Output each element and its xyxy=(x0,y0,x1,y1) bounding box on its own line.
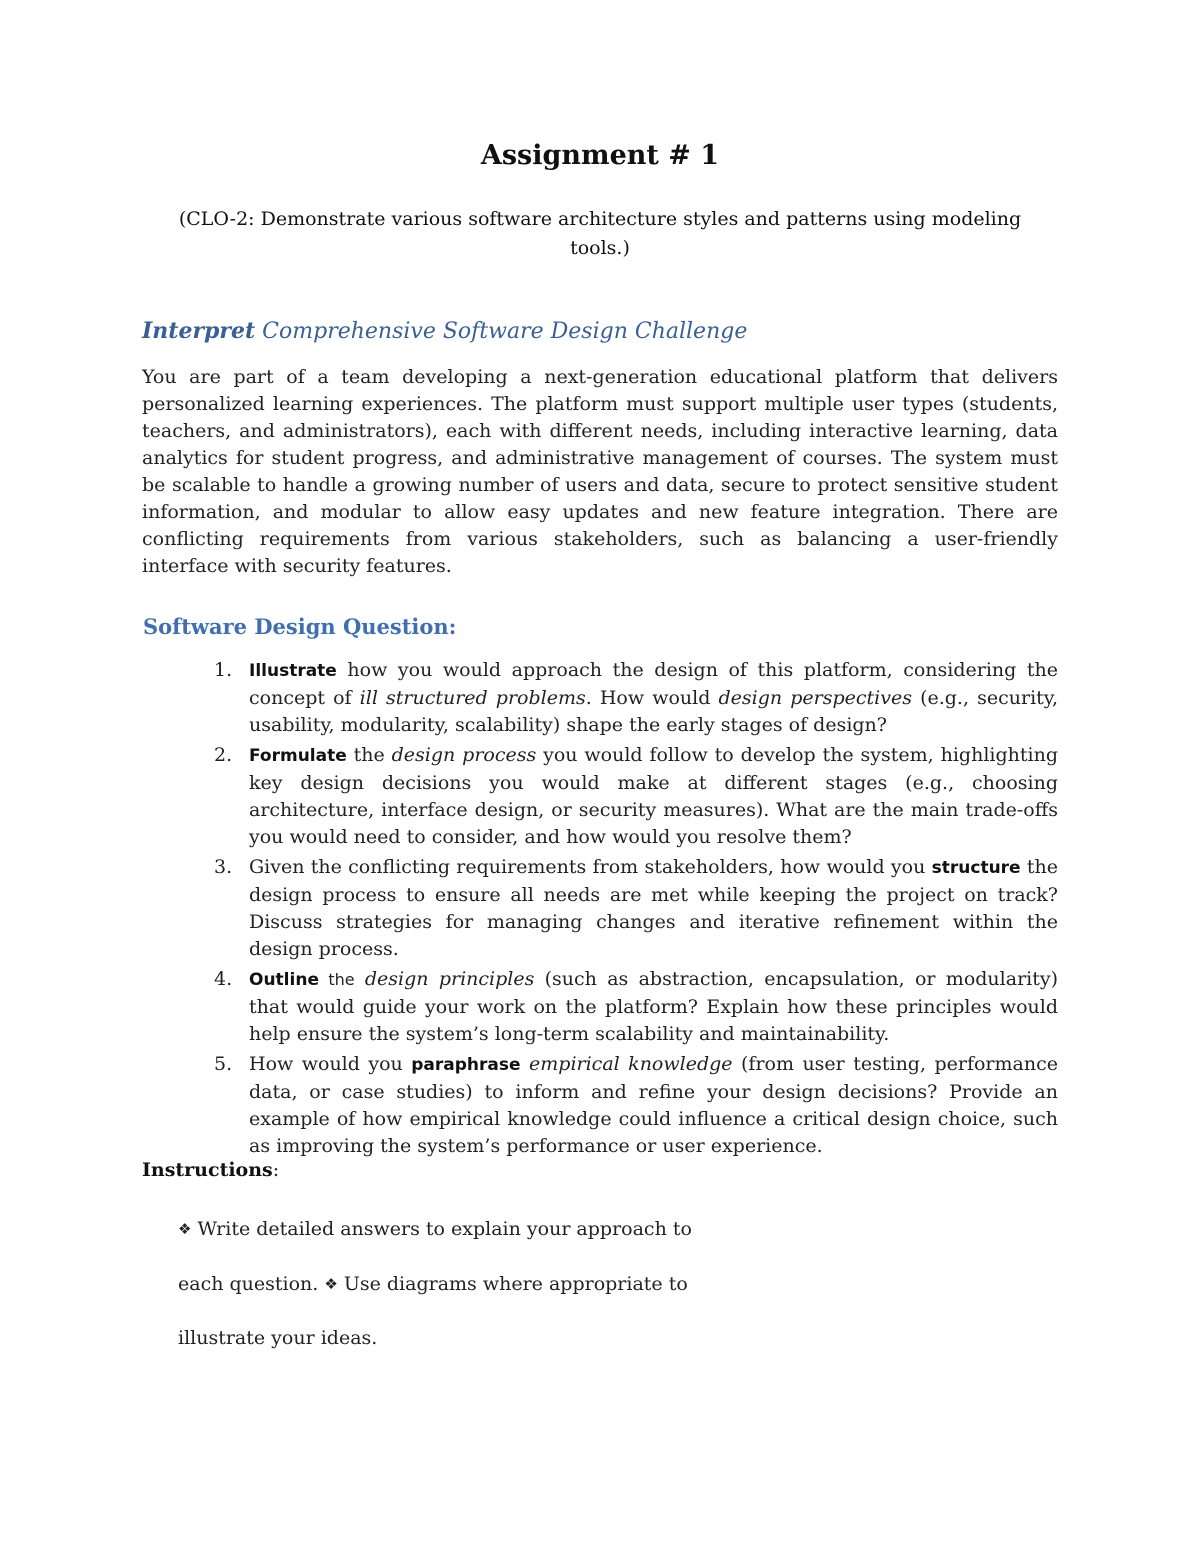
question-number: 4. xyxy=(214,968,233,990)
question-keyword: structure xyxy=(931,858,1021,878)
instructions-colon: : xyxy=(272,1159,280,1181)
instruction-text: illustrate your ideas. xyxy=(178,1327,378,1349)
question-term: empirical knowledge xyxy=(529,1053,733,1075)
instructions-label: Instructions xyxy=(142,1159,273,1181)
question-text: (from user testing, performance data, or case studies) to inform and refine your design decisions? Provide an example of how empirical knowledge could influence a critical design choice, such as improving the system’s performance or user experience. xyxy=(249,1053,1058,1157)
question-text: (such as abstraction, encapsulation, or modularity) that would guide your work on the platform? Explain how these principles would help ensure the system’s long-term scalability and maintainability. xyxy=(249,968,1059,1045)
instruction-text: Write detailed answers to explain your approach to xyxy=(191,1218,692,1240)
diamond-bullet-icon: ❖ xyxy=(178,1220,192,1238)
question-text: . How would xyxy=(585,687,719,709)
question-number: 5. xyxy=(214,1053,233,1075)
instruction-text: Use diagrams where appropriate to xyxy=(337,1273,688,1295)
question-item xyxy=(214,742,1058,851)
instruction-text: each question. xyxy=(178,1273,325,1295)
question-term: ill structured problems xyxy=(359,687,586,709)
page-title: Assignment # 1 xyxy=(480,140,720,171)
question-number: 3. xyxy=(214,856,233,878)
question-keyword: Outline xyxy=(249,970,319,990)
question-text: the design process to ensure all needs are met while keeping the project on track? Discuss strategies for managing changes and iterative refinement within the design process. xyxy=(249,856,1059,960)
question-number: 1. xyxy=(214,659,233,681)
challenge-heading-strong: Interpret xyxy=(142,318,256,344)
instruction-line xyxy=(178,1327,377,1349)
question-text: Given the conflicting requirements from stakeholders, how would you xyxy=(249,856,932,878)
question-item xyxy=(214,1051,1058,1160)
diamond-bullet-icon: ❖ xyxy=(324,1275,338,1293)
instruction-line xyxy=(178,1273,688,1295)
question-text: you would follow to develop the system, highlighting key design decisions you would make at different stages (e.g., choosing architecture, interface design, or security measures). What are the main trade-offs you would need to consider, and how would you resolve them? xyxy=(249,744,1058,848)
question-item xyxy=(214,854,1059,963)
question-term: design process xyxy=(391,744,537,766)
question-text: (e.g., security, usability, modularity, scalability) shape the early stages of design? xyxy=(249,687,1059,736)
question-item xyxy=(214,657,1059,739)
question-text: How would you xyxy=(249,1053,412,1075)
challenge-heading-rest: Comprehensive Software Design Challenge xyxy=(255,319,748,344)
question-keyword: Formulate xyxy=(249,746,347,766)
questions-heading: Software Design Question: xyxy=(143,614,457,639)
question-keyword: Illustrate xyxy=(249,661,337,681)
question-keyword: paraphrase xyxy=(411,1055,521,1075)
question-number: 2. xyxy=(214,744,233,766)
questions-list xyxy=(214,657,1059,1163)
instructions-heading xyxy=(142,1159,279,1181)
challenge-heading xyxy=(142,318,747,344)
question-term: design principles xyxy=(364,968,535,990)
question-keyword-suffix: the xyxy=(318,970,355,989)
question-term: design perspectives xyxy=(718,687,912,709)
instruction-line xyxy=(178,1218,692,1240)
question-text: the xyxy=(346,744,392,766)
question-text: how you would approach the design of this platform, considering the concept of xyxy=(249,659,1058,709)
challenge-paragraph: You are part of a team developing a next-generation educational platform that delivers personalized learning experiences. The platform must support multiple user types (students, teachers, and administrators), each with different needs, including interactive learning, data analytics for student progress, and administrative management of courses. The system must be scalable to handle a growing number of users and data, secure to protect sensitive student information, and modular to allow easy updates and new feature integration. There are conflicting requirements from various stakeholders, such as balancing a user-friendly interface with security features. xyxy=(142,366,1058,577)
clo-statement: (CLO-2: Demonstrate various software architecture styles and patterns using modeling tools.) xyxy=(178,208,1022,259)
question-item xyxy=(214,966,1059,1048)
